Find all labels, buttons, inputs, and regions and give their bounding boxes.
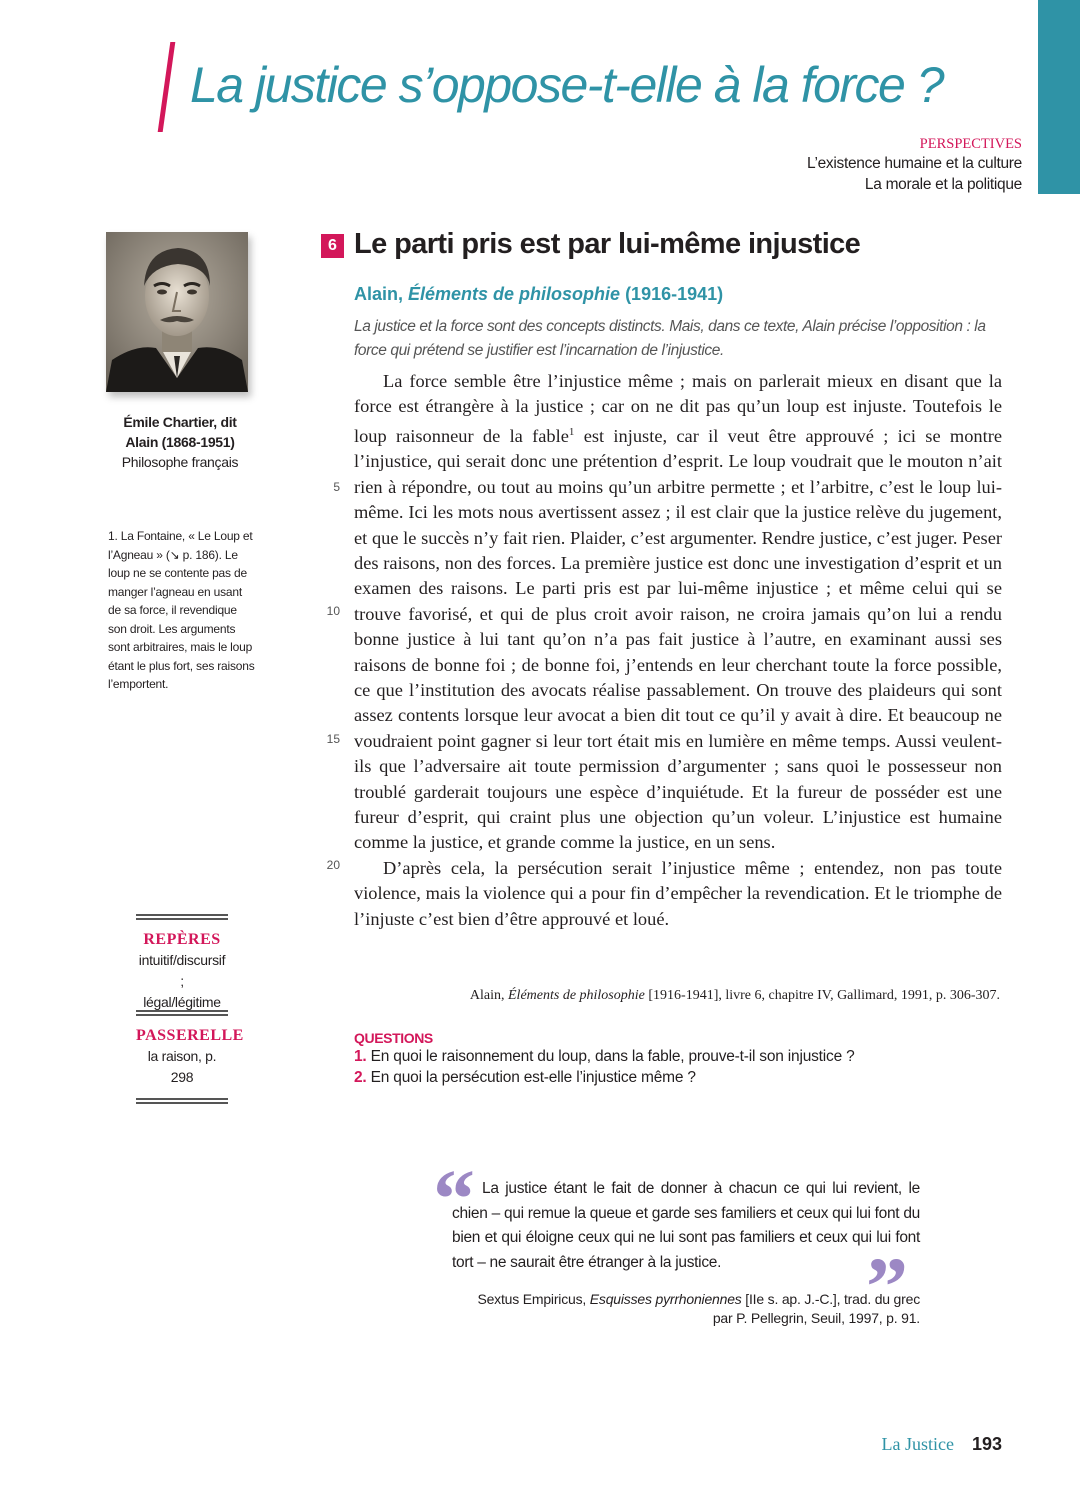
text-source <box>354 284 723 305</box>
line-number: 5 <box>333 480 340 494</box>
author-portrait <box>106 232 248 392</box>
source-author: Alain, <box>354 284 409 304</box>
epigraph-quote: La justice étant le fait de donner à chacun ce qui lui revient, le chien – qui remue la queue et garde ses familiers et ceux qui lui font du bien et qui éloigne ceux qui ne lui sont pas familiers et ceux qui lui font tort – ne saurait être étranger à la justice. <box>452 1180 920 1271</box>
page-title: La justice s’oppose-t-elle à la force ? <box>190 57 944 113</box>
page-number: 193 <box>971 1434 1002 1454</box>
questions-label: QUESTIONS <box>354 1030 433 1046</box>
question-item <box>354 1067 855 1088</box>
author-name-dates: Alain (1868-1951) <box>125 434 235 450</box>
questions-block <box>354 1030 855 1088</box>
reperes-label: REPÈRES <box>143 931 221 948</box>
reperes-text: légal/légitime <box>143 994 221 1010</box>
question-text: En quoi la persécution est-elle l’injustice même ? <box>366 1069 696 1086</box>
passerelle-link[interactable]: la raison, p. 298 <box>147 1048 217 1085</box>
body-paragraph <box>354 369 1002 856</box>
source-date: (1916-1941) <box>620 284 724 304</box>
author-role: Philosophe français <box>121 454 239 470</box>
quote-source-rest: [IIe s. ap. J.-C.], trad. du grec <box>741 1291 920 1307</box>
citation-author: Alain, <box>469 988 508 1003</box>
perspectives-item: La morale et la politique <box>864 176 1022 193</box>
perspectives-block <box>807 136 1022 195</box>
footer-section: La Justice <box>881 1434 954 1454</box>
close-quote-icon: ” <box>866 1241 908 1334</box>
quote-source-line: par P. Pellegrin, Seuil, 1997, p. 91. <box>712 1310 920 1326</box>
reperes-box <box>136 914 228 1013</box>
body-text: La force semble être l’injustice même ; mais on parlerait mieux en disant que la force est étrangère à la justice ; car on ne dit pas qu’un loup est injuste. Toutefois le loup raisonneur de la fable <box>354 371 1002 446</box>
footnote-ref[interactable]: 1 <box>568 425 575 438</box>
perspectives-item: L’existence humaine et la culture <box>807 155 1022 172</box>
source-work: Éléments de philosophie <box>408 284 621 304</box>
footnote: 1. La Fontaine, « Le Loup et l’Agneau » (↘ p. 186). Le loup ne se contente pas de manger l’agneau en usant de sa force, il revendique son droit. Les arguments sont arbitraires, mais le loup étant le plus fort, ses raisons l’emportent. <box>108 529 255 691</box>
quote-source-line <box>477 1290 920 1309</box>
author-name: Émile Chartier, dit <box>123 414 237 430</box>
question-number: 2. <box>354 1069 367 1086</box>
text-body <box>354 369 1002 932</box>
open-quote-icon: “ <box>433 1153 475 1246</box>
body-paragraph: D’après cela, la persécution serait l’injustice même ; entendez, non pas toute violence, mais la violence qui a pour fin d’empêcher la revendication. Et le triomphe de l’injuste c’est bien d’être approuvé et loué. <box>354 857 1002 929</box>
text-number-badge: 6 <box>321 234 344 258</box>
divider <box>136 1098 228 1104</box>
citation-rest: [1916-1941], livre 6, chapitre IV, Gallimard, 1991, p. 306-307. <box>644 988 1000 1003</box>
text-citation <box>470 988 1000 1004</box>
line-number: 20 <box>326 858 340 872</box>
line-number: 10 <box>326 604 340 618</box>
passerelle-box <box>136 1010 244 1104</box>
text-intro: La justice et la force sont des concepts distincts. Mais, dans ce texte, Alain précise l’opposition : la force qui prétend se justifier est l’incarnation de l’injustice. <box>354 318 986 359</box>
body-text: est injuste, car il veut être approuvé ; ici se montre l’injustice, qui serait donc une prétention d’esprit. Le loup voudrait que le mouton n’ait rien à répondre, ou tout au moins qu’un arbitre permette ; et l’arbitre, c’est le loup lui-même. Ici les mots nous avertissent assez ; il est clair que la justice relève du jugement, et que le succès n’y fait rien. Plaider, c’est argumenter. Rendre justice, c’est juger. Peser des raisons, non des forces. La première justice est donc une investigation d’esprit et un examen des raisons. Le parti pris est par lui-même injustice ; et même celui qui se trouve favorisé, et qui de plus croit avoir raison, ne croira jamais qu’on lui a rendu bonne justice à lui tant qu’on n’a pas fait justice à l’autre, en examinant aussi ses raisons de bonne foi ; de bonne foi, j’entends en leur cherchant toute la force possible, ce que l’institution des avocats réalise passablement. On trouve des plaideurs qui sont assez contents lorsque leur avocat a bien dit tout ce qu’il y avait à dire. Et beaucoup ne voudraient point gagner si leur tort était mis en lumière en même temps. Aussi veulent-ils que l’adversaire ait toute permission d’argumenter ; sans quoi le possesseur non troublé garderait toujours une espèce d’inquiétude. Et la fureur de posséder est une fureur d’esprit, qui craint plus une objection qu’un voleur. L’injustice est humaine comme la justice, et grande comme la justice, en un sens. <box>354 425 1002 853</box>
line-number: 15 <box>326 732 340 746</box>
perspectives-label: PERSPECTIVES <box>919 136 1022 152</box>
passerelle-label: PASSERELLE <box>136 1027 244 1044</box>
author-caption <box>100 412 260 472</box>
question-number: 1. <box>354 1048 367 1065</box>
page-footer <box>881 1434 1002 1455</box>
citation-work: Éléments de philosophie <box>508 988 645 1003</box>
quote-source-work: Esquisses pyrrhoniennes <box>589 1291 742 1307</box>
divider <box>136 914 228 920</box>
question-text: En quoi le raisonnement du loup, dans la fable, prouve-t-il son injustice ? <box>366 1048 855 1065</box>
quote-source <box>477 1290 920 1328</box>
question-item <box>354 1046 855 1067</box>
chapter-tab-strip <box>1038 0 1080 194</box>
reperes-text: intuitif/discursif ; <box>138 952 226 989</box>
text-title: Le parti pris est par lui-même injustice <box>354 228 861 260</box>
quote-source-author: Sextus Empiricus, <box>477 1291 590 1307</box>
divider <box>136 1010 228 1016</box>
title-accent-bar <box>158 42 176 132</box>
